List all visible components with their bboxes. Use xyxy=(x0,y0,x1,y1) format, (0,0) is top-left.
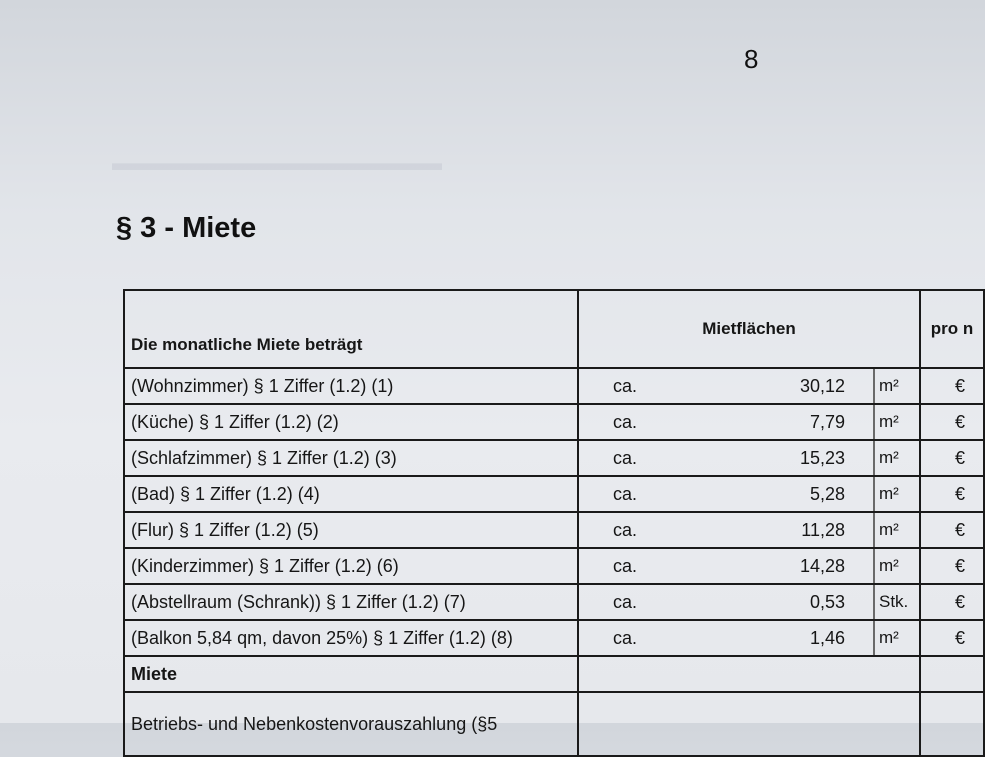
row-label: (Wohnzimmer) § 1 Ziffer (1.2) (1) xyxy=(124,368,578,404)
row-unit: m² xyxy=(874,440,920,476)
row-area-value: 30,12 xyxy=(674,368,874,404)
row-unit: m² xyxy=(874,512,920,548)
row-unit: m² xyxy=(874,548,920,584)
table-row xyxy=(124,440,984,476)
row-currency: € xyxy=(920,512,984,548)
row-unit: m² xyxy=(874,368,920,404)
row-area-value: 7,79 xyxy=(674,404,874,440)
header-description: Die monatliche Miete beträgt xyxy=(124,290,578,368)
table-row xyxy=(124,476,984,512)
row-label: (Bad) § 1 Ziffer (1.2) (4) xyxy=(124,476,578,512)
bleed-through-text: ▬▬▬▬▬▬▬▬▬▬▬▬▬▬▬ xyxy=(112,150,442,175)
row-prefix: ca. xyxy=(578,584,674,620)
miete-area-cell xyxy=(578,656,920,692)
rent-table xyxy=(123,289,985,757)
row-area-value: 0,53 xyxy=(674,584,874,620)
table-row xyxy=(124,620,984,656)
row-label: (Balkon 5,84 qm, davon 25%) § 1 Ziffer (1.2) (8) xyxy=(124,620,578,656)
header-areas: Mietflächen xyxy=(578,290,920,368)
miete-total-row xyxy=(124,656,984,692)
row-currency: € xyxy=(920,368,984,404)
section-heading: § 3 - Miete xyxy=(116,212,257,244)
row-prefix: ca. xyxy=(578,548,674,584)
row-currency: € xyxy=(920,476,984,512)
row-unit: m² xyxy=(874,620,920,656)
page-number: 8 xyxy=(744,44,759,74)
row-prefix: ca. xyxy=(578,512,674,548)
row-unit: m² xyxy=(874,404,920,440)
row-currency: € xyxy=(920,584,984,620)
row-label: (Flur) § 1 Ziffer (1.2) (5) xyxy=(124,512,578,548)
table-row xyxy=(124,548,984,584)
table-row xyxy=(124,404,984,440)
miete-per-cell xyxy=(920,656,984,692)
row-prefix: ca. xyxy=(578,404,674,440)
row-area-value: 11,28 xyxy=(674,512,874,548)
row-label: (Küche) § 1 Ziffer (1.2) (2) xyxy=(124,404,578,440)
row-area-value: 5,28 xyxy=(674,476,874,512)
row-prefix: ca. xyxy=(578,368,674,404)
row-label: (Kinderzimmer) § 1 Ziffer (1.2) (6) xyxy=(124,548,578,584)
table-header-row xyxy=(124,290,984,368)
row-area-value: 15,23 xyxy=(674,440,874,476)
row-prefix: ca. xyxy=(578,440,674,476)
row-currency: € xyxy=(920,548,984,584)
operating-costs-area-cell xyxy=(578,692,920,756)
row-currency: € xyxy=(920,440,984,476)
row-prefix: ca. xyxy=(578,620,674,656)
table-row xyxy=(124,584,984,620)
row-area-value: 14,28 xyxy=(674,548,874,584)
operating-costs-per-cell xyxy=(920,692,984,756)
row-label: (Schlafzimmer) § 1 Ziffer (1.2) (3) xyxy=(124,440,578,476)
operating-costs-row xyxy=(124,692,984,756)
table-row xyxy=(124,368,984,404)
header-per: pro n xyxy=(920,290,984,368)
row-currency: € xyxy=(920,404,984,440)
miete-label: Miete xyxy=(124,656,578,692)
table-row xyxy=(124,512,984,548)
row-currency: € xyxy=(920,620,984,656)
row-prefix: ca. xyxy=(578,476,674,512)
row-label: (Abstellraum (Schrank)) § 1 Ziffer (1.2) (7) xyxy=(124,584,578,620)
row-area-value: 1,46 xyxy=(674,620,874,656)
row-unit: Stk. xyxy=(874,584,920,620)
row-unit: m² xyxy=(874,476,920,512)
operating-costs-label: Betriebs- und Nebenkostenvorauszahlung (§5 xyxy=(124,692,578,756)
